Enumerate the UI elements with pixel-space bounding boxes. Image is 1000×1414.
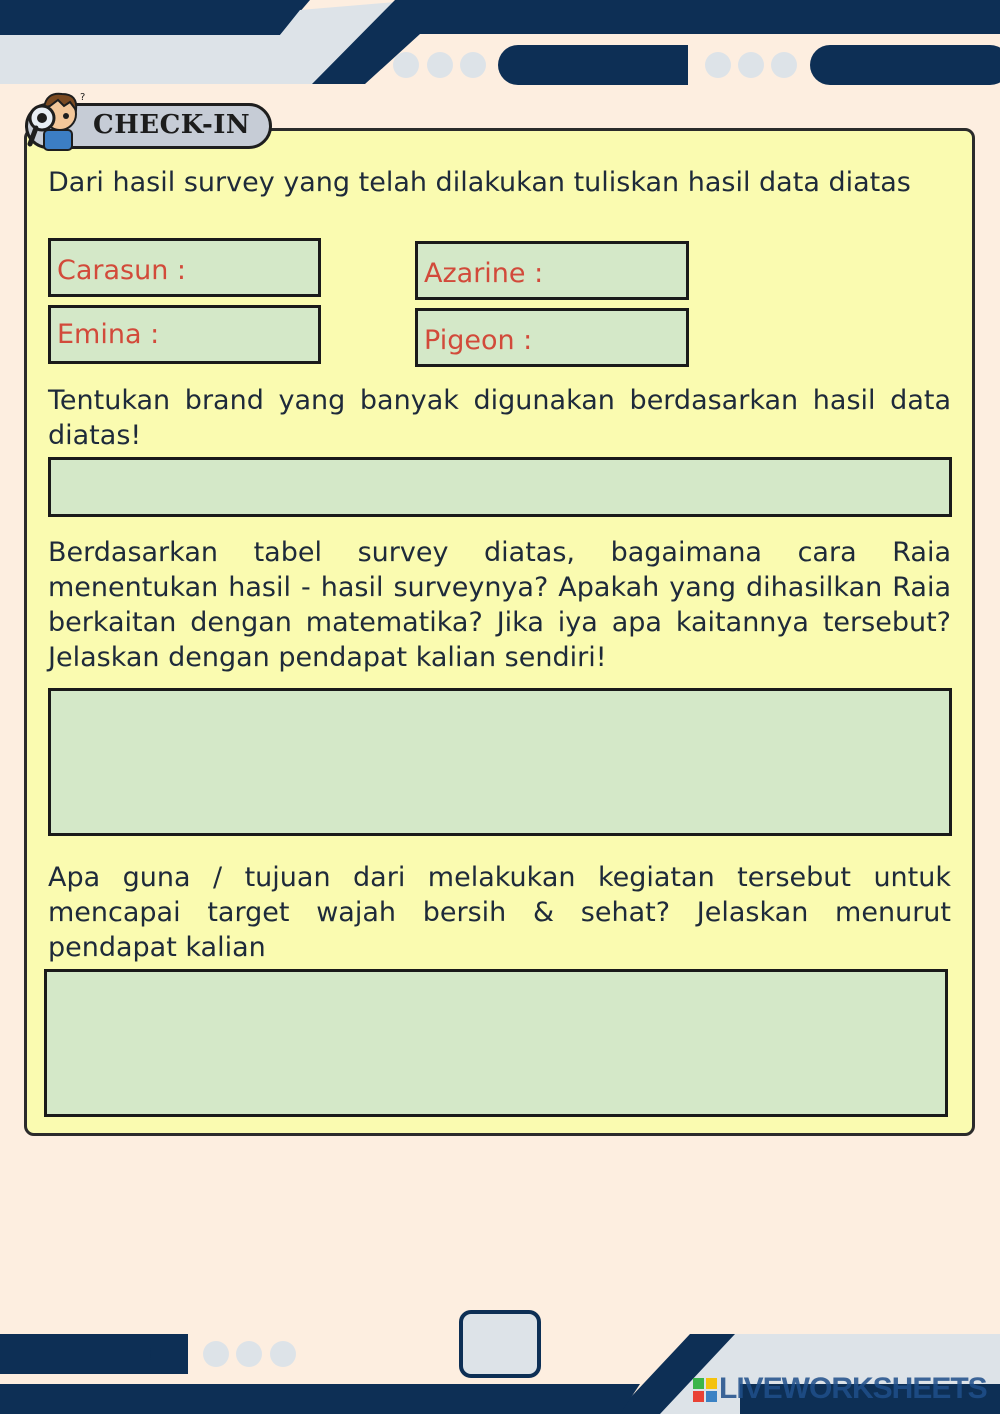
answer-field-3[interactable] <box>48 688 952 836</box>
pigeon-field[interactable] <box>415 308 689 367</box>
check-in-label: CHECK-IN <box>93 110 251 140</box>
emina-label: Emina : <box>57 319 160 350</box>
carasun-label: Carasun : <box>57 255 187 286</box>
question-2: Tentukan brand yang banyak digunakan berdasarkan hasil data diatas! <box>48 385 951 451</box>
question-1: Dari hasil survey yang telah dilakukan tuliskan hasil data diatas <box>48 167 911 198</box>
pigeon-label: Pigeon : <box>424 325 533 356</box>
watermark-text: LIVEWORKSHEETS <box>719 1372 987 1405</box>
svg-text:?: ? <box>80 92 86 103</box>
question-4: Apa guna / tujuan dari melakukan kegiatan tersebut untuk mencapai target wajah bersih & sehat? Jelaskan menurut pendapat kalian <box>48 862 951 963</box>
page-number-box <box>459 1310 541 1378</box>
emina-field[interactable] <box>48 305 321 364</box>
azarine-label: Azarine : <box>424 258 544 289</box>
azarine-field[interactable] <box>415 241 689 300</box>
top-banner-decoration <box>0 0 1000 90</box>
question-3: Berdasarkan tabel survey diatas, bagaimana cara Raia menentukan hasil - hasil surveynya? Apakah yang dihasilkan Raia berkaitan dengan matematika? Jika iya apa kaitannya tersebut? Jelaskan dengan pendapat kalian sendiri! <box>48 537 951 673</box>
answer-field-4[interactable] <box>44 969 948 1117</box>
carasun-field[interactable] <box>48 238 321 297</box>
liveworksheets-logo-icon <box>693 1378 717 1402</box>
detective-mascot-icon <box>22 86 94 152</box>
answer-field-2[interactable] <box>48 457 952 517</box>
